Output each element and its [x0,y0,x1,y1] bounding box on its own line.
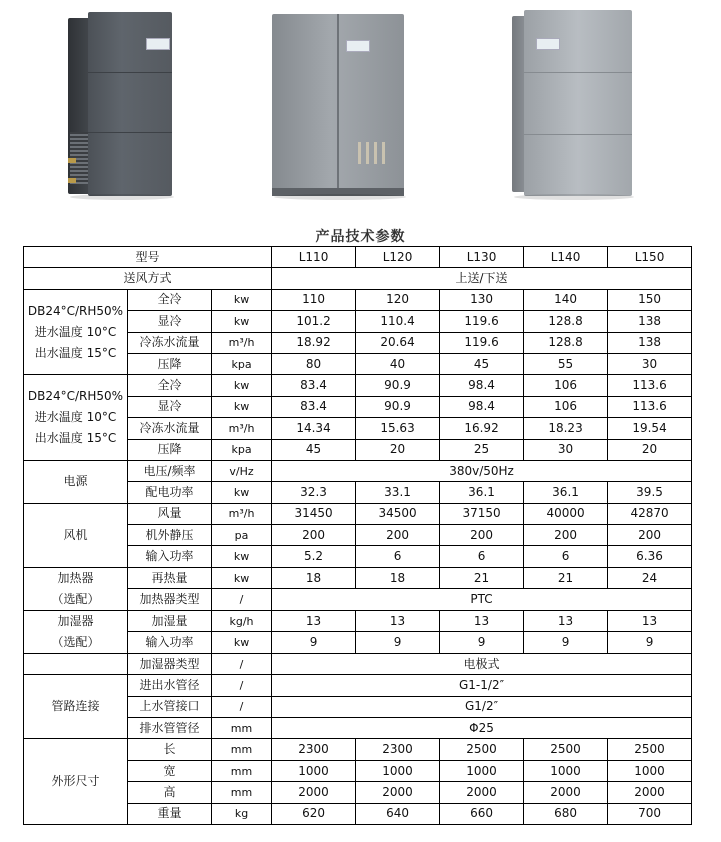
unit-cell: kw [212,632,272,654]
value-cell: 200 [272,525,356,546]
power-label: 电源 [24,460,128,503]
value-cell: 5.2 [272,546,356,567]
param-label: 高 [128,782,212,803]
param-label: 排水管管径 [128,718,212,739]
cond2-row [24,375,692,396]
value-cell: 2500 [440,739,524,760]
value-cell: 98.4 [440,375,524,396]
value-cell: 6 [440,546,524,567]
unit-cell: mm [212,739,272,760]
value-cell: 33.1 [356,482,440,503]
unit-cell: kw [212,311,272,332]
unit-cell: kw [212,482,272,503]
value-cell: 200 [608,525,692,546]
value-cell: 24 [608,567,692,589]
supply-row [24,268,692,289]
product-photos [0,0,721,215]
param-label: 长 [128,739,212,760]
heater-label [24,567,128,610]
supply-label: 送风方式 [24,268,272,289]
piping-value: G1/2″ [272,696,692,717]
humidifier-blank [24,653,128,674]
unit-cell: m³/h [212,418,272,439]
unit-cell: kg/h [212,610,272,632]
value-cell: 39.5 [608,482,692,503]
value-cell: 45 [440,353,524,374]
cond1-condition-line: 进水温度 10°C [34,324,117,339]
value-cell: 13 [524,610,608,632]
value-cell: 106 [524,396,608,417]
dimension-row [24,739,692,760]
value-cell: 200 [524,525,608,546]
value-cell: 13 [356,610,440,632]
value-cell: 15.63 [356,418,440,439]
unit-cell: / [212,696,272,717]
param-label: 输入功率 [128,546,212,567]
value-cell: 42870 [608,503,692,524]
humidifier-label-line: 加湿器 [57,613,94,628]
value-cell: 113.6 [608,396,692,417]
value-cell: 120 [356,289,440,310]
humidifier-row [24,610,692,632]
heater-type-value: PTC [272,589,692,611]
cond1-condition-line: DB24°C/RH50% [27,303,124,318]
value-cell: 83.4 [272,375,356,396]
value-cell: 19.54 [608,418,692,439]
value-cell: 106 [524,375,608,396]
param-label: 输入功率 [128,632,212,654]
humidifier-type-value: 电极式 [272,653,692,674]
value-cell: 200 [440,525,524,546]
value-cell: 1000 [524,760,608,781]
value-cell: 660 [440,803,524,824]
cond2-condition-line: 进水温度 10°C [34,410,117,425]
value-cell: 6 [356,546,440,567]
value-cell: 1000 [608,760,692,781]
param-label: 冷冻水流量 [128,332,212,353]
value-cell: 9 [272,632,356,654]
value-cell: 45 [272,439,356,460]
cond1-condition [24,289,128,375]
param-label: 宽 [128,760,212,781]
value-cell: 20.64 [356,332,440,353]
value-cell: 20 [356,439,440,460]
value-cell: 620 [272,803,356,824]
value-cell: 13 [440,610,524,632]
power-row [24,460,692,481]
unit-cell: m³/h [212,332,272,353]
param-label: 冷冻水流量 [128,418,212,439]
value-cell: 83.4 [272,396,356,417]
unit-photo-left [68,12,172,196]
unit-cell: kg [212,803,272,824]
param-label: 全冷 [128,375,212,396]
value-cell: 6 [524,546,608,567]
cond1-condition-line: 出水温度 15°C [34,345,117,360]
value-cell: 150 [608,289,692,310]
piping-value: G1-1/2″ [272,675,692,696]
param-label: 加热器类型 [128,589,212,611]
value-cell: 80 [272,353,356,374]
value-cell: 110 [272,289,356,310]
value-cell: 110.4 [356,311,440,332]
unit-cell: m³/h [212,503,272,524]
value-cell: 30 [524,439,608,460]
model-header: L130 [440,247,524,268]
dimensions-label: 外形尺寸 [24,739,128,825]
param-label: 配电功率 [128,482,212,503]
value-cell: 21 [440,567,524,589]
value-cell: 37150 [440,503,524,524]
value-cell: 1000 [272,760,356,781]
value-cell: 128.8 [524,332,608,353]
fan-row [24,503,692,524]
value-cell: 119.6 [440,332,524,353]
value-cell: 9 [440,632,524,654]
humidifier-label [24,610,128,653]
value-cell: 36.1 [524,482,608,503]
value-cell: 2500 [608,739,692,760]
value-cell: 20 [608,439,692,460]
value-cell: 9 [356,632,440,654]
piping-label: 管路连接 [24,675,128,739]
humidifier-type-row [24,653,692,674]
heater-label-line: 加热器 [57,570,94,585]
model-header: L150 [608,247,692,268]
param-label: 显冷 [128,396,212,417]
unit-cell: kw [212,289,272,310]
header-row [24,247,692,268]
param-label: 加湿器类型 [128,653,212,674]
unit-cell: kw [212,546,272,567]
cond2-condition-line: DB24°C/RH50% [27,389,124,404]
unit-cell: kw [212,567,272,589]
value-cell: 90.9 [356,396,440,417]
unit-photo-right [512,10,632,196]
value-cell: 1000 [440,760,524,781]
value-cell: 34500 [356,503,440,524]
unit-cell: / [212,675,272,696]
model-label: 型号 [24,247,272,268]
param-label: 风量 [128,503,212,524]
param-label: 全冷 [128,289,212,310]
unit-cell: kw [212,375,272,396]
value-cell: 36.1 [440,482,524,503]
value-cell: 2000 [440,782,524,803]
unit-cell: mm [212,718,272,739]
param-label: 机外静压 [128,525,212,546]
value-cell: 98.4 [440,396,524,417]
value-cell: 140 [524,289,608,310]
unit-cell: / [212,653,272,674]
heater-row [24,567,692,589]
value-cell: 13 [272,610,356,632]
value-cell: 32.3 [272,482,356,503]
value-cell: 113.6 [608,375,692,396]
unit-cell: mm [212,760,272,781]
value-cell: 18 [272,567,356,589]
value-cell: 101.2 [272,311,356,332]
value-cell: 2300 [356,739,440,760]
heater-label-line: （选配） [51,591,100,606]
param-label: 压降 [128,353,212,374]
value-cell: 2000 [608,782,692,803]
param-label: 再热量 [128,567,212,589]
value-cell: 128.8 [524,311,608,332]
value-cell: 9 [608,632,692,654]
value-cell: 40 [356,353,440,374]
piping-row [24,675,692,696]
value-cell: 700 [608,803,692,824]
value-cell: 2500 [524,739,608,760]
supply-value: 上送/下送 [272,268,692,289]
spec-table [23,246,692,825]
model-header: L110 [272,247,356,268]
piping-value: Φ25 [272,718,692,739]
value-cell: 2000 [272,782,356,803]
value-cell: 13 [608,610,692,632]
unit-photo-middle [272,14,404,196]
value-cell: 6.36 [608,546,692,567]
model-header: L120 [356,247,440,268]
value-cell: 90.9 [356,375,440,396]
table-title: 产品技术参数 [315,229,406,245]
value-cell: 31450 [272,503,356,524]
value-cell: 2300 [272,739,356,760]
value-cell: 16.92 [440,418,524,439]
value-cell: 1000 [356,760,440,781]
param-label: 上水管接口 [128,696,212,717]
unit-cell: kw [212,396,272,417]
cond2-condition [24,375,128,461]
param-label: 进出水管径 [128,675,212,696]
value-cell: 30 [608,353,692,374]
unit-cell: v/Hz [212,460,272,481]
value-cell: 18 [356,567,440,589]
humidifier-label-line: （选配） [51,634,100,649]
param-label: 重量 [128,803,212,824]
unit-cell: kpa [212,439,272,460]
value-cell: 138 [608,332,692,353]
value-cell: 2000 [524,782,608,803]
param-label: 压降 [128,439,212,460]
value-cell: 200 [356,525,440,546]
model-header: L140 [524,247,608,268]
value-cell: 119.6 [440,311,524,332]
value-cell: 21 [524,567,608,589]
param-label: 加湿量 [128,610,212,632]
unit-cell: kpa [212,353,272,374]
param-label: 电压/频率 [128,460,212,481]
unit-cell: / [212,589,272,611]
value-cell: 9 [524,632,608,654]
voltage-value: 380v/50Hz [272,460,692,481]
value-cell: 18.92 [272,332,356,353]
fan-label: 风机 [24,503,128,567]
value-cell: 55 [524,353,608,374]
value-cell: 18.23 [524,418,608,439]
value-cell: 130 [440,289,524,310]
value-cell: 640 [356,803,440,824]
unit-cell: pa [212,525,272,546]
value-cell: 680 [524,803,608,824]
cond1-row [24,289,692,310]
unit-cell: mm [212,782,272,803]
value-cell: 2000 [356,782,440,803]
value-cell: 138 [608,311,692,332]
value-cell: 25 [440,439,524,460]
param-label: 显冷 [128,311,212,332]
value-cell: 40000 [524,503,608,524]
cond2-condition-line: 出水温度 15°C [34,431,117,446]
value-cell: 14.34 [272,418,356,439]
